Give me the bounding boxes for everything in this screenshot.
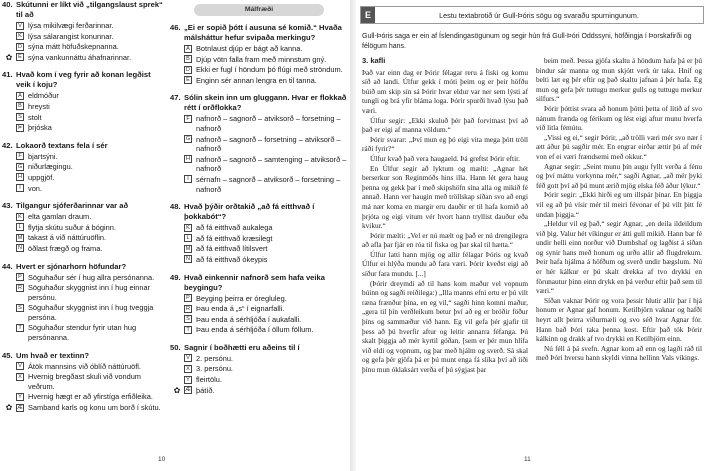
story-paragraph: (Þórir dreymdi að til hans kom maður vel vopnum búinn og sagði reiðilega:) „Illa manns efni ertu er þú vilt ræna frænður þína, en eg vil,“ sagði hinn komni maður, „gera til þín verðleikum betur því að eg er bróðir föður þíns og sammæður við hann. Eg vil gefa þér gjafir til þess að þú hverfir aftur og leitir annarra féfanga. Þú skalt þiggja að mér kyrtil góðan, [sem er þér mun hlífa við eldi og vopnum, og þar með hjálm og sverð. Sá skal og gefa þér gjöfa þá er þú munt enga fá slíka því að íiði þínu mun óklaksárt verða ef þú sýgjast þar <box>362 278 528 374</box>
story-paragraph: Þórir segir: „Ekki hirði eg um illspár þínar. En þiggja vil eg að þú vísir mér til meiri févonar ef þú vilt þitt fé undan þiggja.“ <box>536 190 702 219</box>
answer-text: flytja skútu suður á bóginn. <box>28 222 116 232</box>
answer-checkbox[interactable]: H <box>16 173 24 181</box>
answer-checkbox[interactable]: N <box>16 244 24 252</box>
story-paragraph: beim með. Þessa gjöfa skaltu á höndum hafa þá er þú bindur sár manna og mun skjótt verk úr taka. Hníf og belti læt eg þér eftir og það skaltu jafnan á þér hafa. Eg mun og gefa þér tuttugu merkur gulls og tuttugu merkur silfurs.“ <box>536 56 702 104</box>
answer-checkbox[interactable]: S <box>184 315 192 323</box>
answer-text: von. <box>28 183 42 193</box>
answer-option[interactable] <box>170 315 348 325</box>
answer-option[interactable] <box>2 403 164 413</box>
question-number: 45. <box>2 350 13 360</box>
answer-checkbox[interactable]: N <box>184 255 192 263</box>
answer-option[interactable] <box>2 212 164 222</box>
chapter-heading: 3. kafli <box>362 56 386 65</box>
question-text: Sagnir í boðhætti eru aðeins til í <box>184 342 300 352</box>
answer-text: Enginn sér annan lengra en til tanna. <box>196 75 317 85</box>
question-heading <box>2 351 164 361</box>
answer-option[interactable] <box>2 162 164 172</box>
question-heading <box>2 262 164 272</box>
answer-option[interactable] <box>2 53 164 63</box>
answer-option[interactable] <box>2 21 164 31</box>
answer-text: Söguhaður stendur fyrir utan hug persónanna. <box>28 323 137 343</box>
answer-checkbox[interactable]: Y <box>16 393 24 401</box>
answer-text: að fá eitthvað lítilsvert <box>196 244 268 254</box>
question-number: 44. <box>2 261 13 271</box>
question-block <box>2 351 164 413</box>
intro-text: Gull-Þóris saga er ein af Íslendingasögunum og segir hún frá Gull-Þóri Oddssyni, höfðingja í Þorskafirði og félögum hans. <box>362 33 692 50</box>
question-number: 41. <box>2 70 13 80</box>
answer-text: Ekki er fugl í höndum þó flúgi með ströndum. <box>196 65 343 75</box>
answer-text: Söguhaður sér í hug allra persónanna. <box>28 272 155 282</box>
answer-checkbox[interactable]: E <box>16 53 24 61</box>
answer-option[interactable] <box>170 325 348 335</box>
question-block <box>2 0 164 62</box>
answer-text: sýna vankunnáttu áhafnarinnar. <box>28 52 132 62</box>
question-heading <box>2 0 164 20</box>
answer-checkbox[interactable]: Æ <box>17 404 23 411</box>
question-text: Skútunni er líkt við „tilgangslaust sprek“ til að <box>16 0 163 19</box>
answer-checkbox[interactable]: F <box>16 152 24 160</box>
answer-text: Djúp vötn falla fram með minnstum gný. <box>196 54 327 64</box>
answer-option[interactable] <box>170 304 348 314</box>
question-heading <box>2 141 164 151</box>
answer-text: þrjóska <box>28 123 52 133</box>
answer-option[interactable] <box>170 255 348 265</box>
answer-option[interactable] <box>170 135 348 154</box>
question-number: 48. <box>170 202 181 212</box>
flower-mark-icon: ✿ <box>5 52 13 62</box>
answer-checkbox[interactable]: A <box>184 45 192 53</box>
story-paragraph: Það var einn dag er Þórir félagar reru á fiski og komu síð að landi. Úlfur gekk í móti þeim og er þeir höfðu búið um skip sín sá Þórir hvar eldur var ner sem lýsti af tungli og brá yfir bláma loga. Þórir spurði hvað lýsu það væri. <box>362 67 528 115</box>
answer-option[interactable] <box>2 223 164 233</box>
question-block <box>170 273 348 335</box>
question-text: Hvað þýðir orðtakið „að fá eitthvað í þokkabót“? <box>184 202 315 222</box>
question-block <box>2 141 164 193</box>
answer-text: Hvernig bregðast skuli við vondum veðrum. <box>28 372 141 391</box>
answer-option[interactable] <box>2 244 164 254</box>
answer-option[interactable] <box>2 362 164 372</box>
answer-checkbox[interactable]: R <box>184 305 192 313</box>
page-number-right: 11 <box>524 456 531 463</box>
story-column-a <box>362 56 528 375</box>
section-tag: Málfræði <box>194 4 324 16</box>
question-text: Um hvað er textinn? <box>16 350 89 360</box>
answer-checkbox[interactable]: L <box>16 223 24 231</box>
question-heading <box>170 273 348 293</box>
answer-option[interactable] <box>2 42 164 52</box>
answer-option[interactable] <box>170 223 348 233</box>
question-block <box>170 93 348 194</box>
answer-checkbox[interactable]: X <box>16 373 24 381</box>
answer-text: stolt <box>28 112 42 122</box>
answer-option[interactable] <box>170 364 348 374</box>
story-paragraph: Þórir mælti: „Vel er nú mælt og það er nú drengilegra að afla þar fjár en róa til fiska og þar skal til hætta.“ <box>362 230 528 250</box>
answer-option[interactable] <box>2 233 164 243</box>
left-page <box>0 0 350 471</box>
answer-option[interactable] <box>170 114 348 133</box>
answer-option[interactable] <box>170 375 348 385</box>
answer-option[interactable] <box>2 184 164 194</box>
story-paragraph: Nú féll á þá svefn. Agnar kom að enn og lagði ráð til með Þóri hversu hann skyldi vinna hellinn Vals víkings. <box>536 343 702 363</box>
answer-text: bjartsýni. <box>28 151 58 161</box>
answer-checkbox[interactable]: Þ <box>16 124 24 132</box>
answer-option[interactable] <box>170 76 348 86</box>
story-paragraph: Þórir svarar: „Því mun eg þó eigi vita mega þótt tröll ráði fyrir?“ <box>362 134 528 154</box>
answer-checkbox[interactable]: D <box>16 43 24 51</box>
story-column-b <box>536 56 702 363</box>
answer-checkbox[interactable]: V <box>16 362 24 370</box>
answer-text: öðlast frægð og frama. <box>28 243 103 253</box>
question-number: 40. <box>2 0 13 9</box>
answer-option[interactable] <box>170 44 348 54</box>
answer-checkbox[interactable]: R <box>16 284 24 292</box>
answer-checkbox[interactable]: I <box>16 184 24 192</box>
story-paragraph: En Úlfur segir að lyktum og mælti: „Agnar hét berserkur son Reginmóðs hins illa. Hann lét gera haug þenna og gekk þar í með skipshöfn sína alla og mikið fé annað. Hann ver haugin með tröllskap síðan svo að engi má nær koma en margir eru dauðir er til hafa komið að þrjóta og eigi vitum vér hvort hann tryllist dauður eða kvikur.“ <box>362 163 528 231</box>
flower-mark-icon: ✿ <box>173 385 181 395</box>
story-paragraph: „Heldur vil eg það,“ segir Agnar, „en deila ildeildum við þig. Valur hét víkingur er átti gull mikið. Hann bar fé undir helli einn norður við Dumbshaf og lagðist á síðan og synir hans með honum og urðu allir að flugdrekum. Þeir hafa hjálma á höfðum og sverð undir bægslum. Nú er hér kálkur er þú skalt drekka af tvo drykki en förunautur þinn einn drykk en þá verður eftir það sem til væri.“ <box>536 219 702 296</box>
story-paragraph: Úlfur segir: „Ekki skuluð þér það forvitnast því að það er eigi af manna völdum.“ <box>362 115 528 135</box>
question-block <box>2 70 164 132</box>
answer-text: nafnorð – sagnorð – samtenging – atviksorð – nafnorð <box>196 154 347 174</box>
question-heading <box>2 201 164 211</box>
page-number-left: 10 <box>158 456 166 463</box>
answer-option[interactable] <box>170 386 348 396</box>
question-number: 47. <box>170 93 181 103</box>
question-text: „Ei er sopið þótt í ausuna sé komið.“ Hvaða málsháttur hefur svipaða merkingu? <box>184 23 342 42</box>
answer-text: niðurlægingu. <box>28 162 73 172</box>
question-block <box>2 201 164 253</box>
answer-text: Beyging þeirra er óregluleg. <box>196 293 287 303</box>
answer-checkbox[interactable]: T <box>16 324 24 332</box>
answer-checkbox[interactable]: A <box>16 92 24 100</box>
answer-text: nafnorð – sagnorð – forsetning – atviksorð – nafnorð <box>196 134 341 154</box>
question-text: Tilgangur sjóferðarinnar var að <box>16 201 129 211</box>
answer-text: fleirtölu. <box>196 375 222 385</box>
answer-option[interactable] <box>2 91 164 101</box>
answer-checkbox[interactable]: P <box>16 273 24 281</box>
answer-option[interactable] <box>170 65 348 75</box>
answer-text: 2. persónu. <box>196 353 233 363</box>
answer-option[interactable] <box>2 273 164 283</box>
exercise-header <box>360 6 704 24</box>
answer-checkbox[interactable]: X <box>184 365 192 373</box>
answer-text: sýna mátt höfuðskepnanna. <box>28 42 119 52</box>
answer-checkbox[interactable]: B <box>16 102 24 110</box>
answer-checkbox[interactable]: K <box>16 32 24 40</box>
answer-checkbox[interactable]: S <box>16 113 24 121</box>
answer-checkbox[interactable]: K <box>16 213 24 221</box>
answer-option[interactable] <box>170 244 348 254</box>
question-heading <box>2 70 164 90</box>
answer-option[interactable] <box>2 152 164 162</box>
answer-option[interactable] <box>2 32 164 42</box>
answer-option[interactable] <box>170 354 348 364</box>
right-page <box>356 0 713 471</box>
answer-text: Söguhaður skyggnist inn í hug tveggja persóna. <box>28 303 154 322</box>
answer-checkbox[interactable]: V <box>184 354 192 362</box>
answer-text: að fá eitthvað ókeypis <box>196 254 268 264</box>
answer-option[interactable] <box>2 102 164 112</box>
story-paragraph: Úlfur latti hann mjög og allir félagar Þóris og kvað Úlfur ei hlýða mundu að fara væri. Þórir kveðst eigi að síður fara mundu. [...] <box>362 249 528 279</box>
answer-option[interactable] <box>2 372 164 391</box>
story-paragraph: Síðan vaknar Þórir og vora þessir hlutir allir þar í hjá honum er Agnar gaf honum. Ketilbjörn vaknar og hafði heyrt allt þeirra viðurmæli og svo séð hvar Agnar fór. Hann bað Þóri taka þenna kost. Eftir það tók Þórir kálkinn og drakk af tvo drykki en Ketilbjörn einn. <box>536 295 702 344</box>
question-number: 46. <box>170 23 181 32</box>
question-number: 42. <box>2 140 13 150</box>
question-block <box>170 202 348 264</box>
answer-text: að fá eitthvað aukalega <box>196 223 273 233</box>
answer-checkbox[interactable]: D <box>184 66 192 74</box>
answer-checkbox[interactable]: G <box>185 136 191 143</box>
story-paragraph: „Vissi eg ei,“ segir Þórir, „að trölli væri mér svo nær í ætt áður þú sagðir mér. En engrar eirðar ættir þú af mér von ef ei væri frændsemi með okkur.“ <box>536 132 702 161</box>
answer-text: uppgjöf. <box>28 172 55 182</box>
answer-checkbox[interactable]: T <box>184 326 192 334</box>
answer-text: lýsa sálarangist konunnar. <box>28 31 114 41</box>
answer-option[interactable] <box>2 123 164 133</box>
answer-text: Söguhaður skyggnist inn í hug einnar persónu. <box>28 283 151 302</box>
answer-text: Botnlaust djúp er bágt að kanna. <box>196 44 303 53</box>
answer-checkbox[interactable]: P <box>184 294 192 302</box>
question-text: Sólin skein inn um gluggann. Hvar er flokkað rétt í orðflokka? <box>184 93 347 113</box>
answer-checkbox[interactable]: L <box>184 234 192 242</box>
answer-text: að fá eitthvað kræsilegt <box>196 233 273 243</box>
answer-text: lýsa mikilvægi ferðarinnar. <box>28 21 114 30</box>
answer-text: hreysti <box>28 101 50 111</box>
question-heading <box>170 202 348 222</box>
question-block <box>2 262 164 343</box>
answer-option[interactable] <box>2 283 164 302</box>
question-block <box>170 23 348 85</box>
answer-checkbox[interactable]: E <box>184 76 192 84</box>
question-number: 50. <box>170 342 181 352</box>
answer-option[interactable] <box>2 113 164 123</box>
answer-option[interactable] <box>170 175 348 194</box>
answer-checkbox[interactable]: B <box>184 55 192 63</box>
exercise-letter: E <box>361 7 375 23</box>
answer-checkbox[interactable]: M <box>185 245 191 252</box>
question-text: Hvað einkennir nafnorð sem hafa veika beygingu? <box>184 272 325 292</box>
answer-text: takast á við náttúruöflin. <box>28 233 107 243</box>
answer-option[interactable] <box>170 55 348 65</box>
question-block <box>170 343 348 395</box>
answer-option[interactable] <box>2 392 164 402</box>
story-paragraph: Úlfur kvað það vera haugaeld. Þá greftst Þórir eftir. <box>370 153 520 163</box>
exercise-instruction: Lestu textabrotið úr Gull-Þóris sögu og svaraðu spurningunum. <box>439 11 639 20</box>
story-paragraph: Agnar segir: „Seint munu þín augu fyllt verða á fénu og því máttu vorkynna mér,“ sagði Agnar, „að mér þyki féð gott því að þú munt ærið mjög elska féð áður lýkur.“ <box>536 161 702 190</box>
answer-text: sérnafn – sagnorð – atviksorð – forsetning – nafnorð <box>196 174 341 194</box>
answer-option[interactable] <box>170 155 348 174</box>
answer-checkbox[interactable]: Æ <box>185 387 191 394</box>
answer-text: þátíð. <box>196 385 215 395</box>
answer-text: Hvernig hægt er að yfirstíga erfiðleika. <box>28 392 153 402</box>
left-column-a <box>2 0 164 421</box>
answer-checkbox[interactable]: I <box>184 175 192 183</box>
answer-option[interactable] <box>170 294 348 304</box>
answer-checkbox[interactable]: H <box>184 155 192 163</box>
question-heading <box>170 23 348 43</box>
answer-text: Samband karls og konu um borð í skútu. <box>28 403 161 413</box>
answer-checkbox[interactable]: V <box>16 22 24 30</box>
answer-option[interactable] <box>2 323 164 342</box>
answer-option[interactable] <box>2 303 164 322</box>
answer-text: eldmóður <box>28 91 59 101</box>
story-paragraph: Þórir þóttist svara að honum þótti þetta of lítið af svo nánum frænda og férikum og lést eigi aftur munu hverfa við litla fémútu. <box>536 103 702 133</box>
answer-checkbox[interactable]: K <box>184 224 192 232</box>
question-number: 43. <box>2 201 13 211</box>
answer-text: nafnorð – sagnorð – atviksorð – forsetning – nafnorð <box>196 114 341 133</box>
answer-checkbox[interactable]: S <box>16 304 24 312</box>
question-heading <box>170 343 348 353</box>
answer-text: Átök mannsins við óblíð náttúruöfl. <box>28 361 141 371</box>
answer-option[interactable] <box>170 234 348 244</box>
answer-option[interactable] <box>2 173 164 183</box>
flower-mark-icon: ✿ <box>5 403 13 413</box>
answer-text: Þau enda á sérhljóða í öllum föllum. <box>196 325 314 335</box>
answer-checkbox[interactable]: Y <box>184 376 192 384</box>
answer-checkbox[interactable]: G <box>17 163 23 170</box>
question-text: Hvert er sjónarhorn höfundar? <box>16 261 127 271</box>
left-column-b <box>170 0 348 403</box>
answer-checkbox[interactable]: M <box>17 234 23 241</box>
answer-text: Þau enda á „s“ í eignarfalli. <box>196 304 285 314</box>
answer-text: 3. persónu. <box>196 364 233 374</box>
question-heading <box>170 93 348 113</box>
answer-checkbox[interactable]: F <box>184 115 192 123</box>
question-text: Hvað kom í veg fyrir að konan legðist veik í koju? <box>16 70 151 90</box>
question-text: Lokaorð textans fela í sér <box>16 140 108 150</box>
question-number: 49. <box>170 272 181 282</box>
answer-text: elta gamlan draum. <box>28 212 92 222</box>
answer-text: Þau enda á sérhljóða í aukafalli. <box>196 314 302 324</box>
